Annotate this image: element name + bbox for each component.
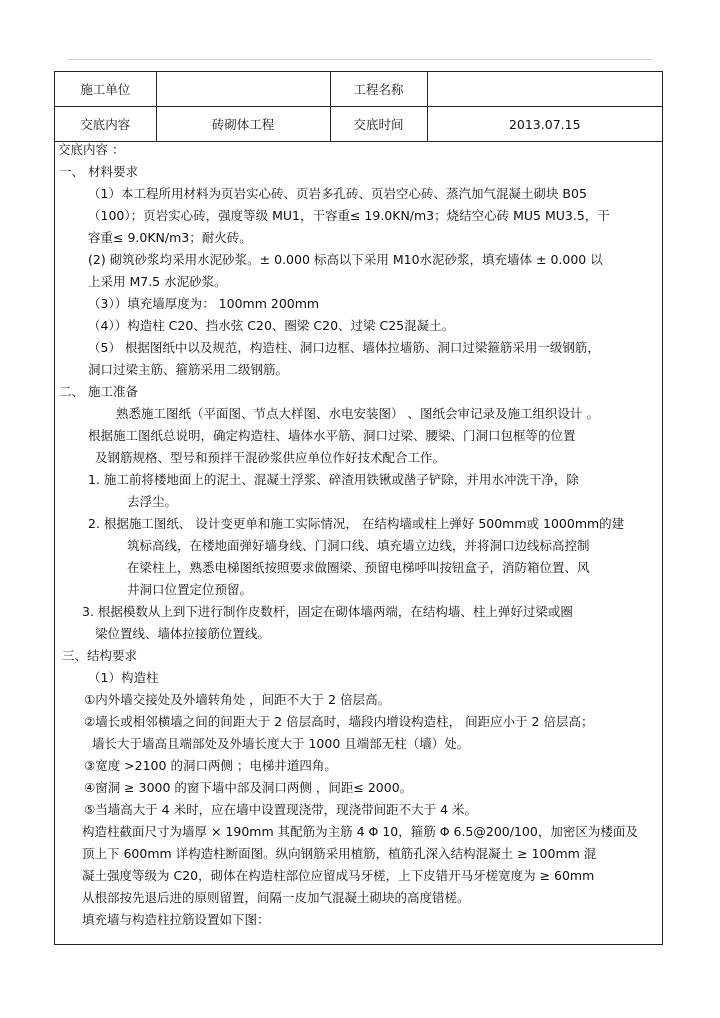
body-line: 熟悉施工图纸（平面图、节点大样图、水电安装图） 、图纸会审记录及施工组织设计 。 — [116, 406, 599, 421]
body-line: 洞口过梁主筋、箍筋采用二级钢筋。 — [88, 362, 289, 377]
body-line: 墙长大于墙高且端部处及外墙长度大于 1000 且端部无柱（墙）处。 — [92, 736, 470, 751]
body-line: 去浮尘。 — [127, 494, 178, 509]
body-line: 3. 根据模数从上到下进行制作皮数杆，固定在砌体墙两端，在结构墙、柱上弹好过梁或圈 — [82, 604, 573, 619]
header-table — [55, 72, 662, 142]
body-line: ③宽度 >2100 的洞口两侧 ；电梯井道四角。 — [84, 758, 337, 773]
time-value: 2013.07.15 — [427, 107, 662, 142]
body-line: 2. 根据施工图纸、 设计变更单和施工实际情况， 在结构墙或柱上弹好 500mm或 1000mm的建 — [88, 516, 625, 531]
unit-value — [156, 72, 330, 107]
body-line: 1. 施工前将楼地面上的泥土、混凝土浮浆、碎渣用铁锹或凿子铲除，并用水冲洗干净，除 — [88, 472, 579, 487]
content-label: 交底内容 — [55, 107, 156, 142]
body-line: （100）；页岩实心砖，强度等级 MU1，干容重≤ 19.0KN/m3；烧结空心砖 MU5 MU3.5，干 — [88, 208, 610, 223]
body-line: ②墙长或相邻横墙之间的间距大于 2 倍层高时，墙段内增设构造柱， 间距应小于 2 倍层高； — [84, 714, 594, 729]
section-heading: 一、 材料要求 — [59, 164, 138, 179]
body-line: 在梁柱上，熟悉电梯图纸按照要求做圈梁、预留电梯呼叫按钮盒子，消防箱位置、风 — [127, 560, 590, 575]
body-line: 容重≤ 9.0KN/m3；耐火砖。 — [88, 230, 252, 245]
body-line: （1）构造柱 — [88, 670, 159, 685]
header-row-1 — [55, 72, 662, 107]
body-line: （3））填充墙厚度为： 100mm 200mm — [88, 296, 320, 311]
body-line: 梁位置线、墙体拉接筋位置线。 — [95, 626, 271, 641]
body-line: （5） 根据图纸中以及规范，构造柱、洞口边框、墙体拉墙筋、洞口过梁箍筋采用一级钢筋， — [88, 340, 600, 355]
header-row-2 — [55, 107, 662, 142]
body-line: 填充墙与构造柱拉筋设置如下图： — [82, 912, 270, 927]
content-value: 砖砌体工程 — [156, 107, 330, 142]
body-line: 凝土强度等级为 C20，砌体在构造柱部位应留成马牙槎，上下皮错开马牙槎宽度为 ≥ 60mm — [82, 868, 595, 883]
section-heading: 二、 施工准备 — [59, 384, 138, 399]
body-line: 及钢筋规格、型号和预拌干混砂浆供应单位作好技术配合工作。 — [95, 450, 446, 465]
unit-label: 施工单位 — [55, 72, 156, 107]
body-line: 根据施工图纸总说明，确定构造柱、墙体水平筋、洞口过梁、腰梁、门洞口包框等的位置 — [88, 428, 576, 443]
page-header-rule — [68, 59, 652, 60]
body-line: 交底内容 ： — [58, 142, 125, 157]
body-line: （4））构造柱 C20、挡水弦 C20、圈梁 C20、过梁 C25混凝土。 — [88, 318, 455, 333]
body-line: 从根部按先退后进的原则留置，间隔一皮加气混凝土砌块的高度错槎。 — [82, 890, 470, 905]
body-line: (2) 砌筑砂浆均采用水泥砂浆。± 0.000 标高以下采用 M10水泥砂浆，填充墙体 ± 0.000 以 — [88, 252, 603, 267]
body-line: ①内外墙交接处及外墙转角处 ，间距不大于 2 倍层高。 — [84, 692, 391, 707]
time-label: 交底时间 — [330, 107, 427, 142]
body-line: 顶上下 600mm 详构造柱断面图。纵向钢筋采用植筋，植筋孔深入结构混凝土 ≥ 100mm 混 — [82, 846, 597, 861]
project-value — [427, 72, 662, 107]
section-heading: 三、结构要求 — [62, 648, 138, 663]
body-line: ⑤当墙高大于 4 米时，应在墙中设置现浇带，现浇带间距不大于 4 米。 — [84, 802, 478, 817]
disclosure-body — [55, 142, 662, 944]
disclosure-form — [54, 71, 663, 945]
body-line: （1）本工程所用材料为页岩实心砖、页岩多孔砖、页岩空心砖、蒸汽加气混凝土砌块 B05 — [88, 186, 587, 201]
body-line: 上采用 M7.5 水泥砂浆。 — [88, 274, 227, 289]
project-label: 工程名称 — [330, 72, 427, 107]
body-line: 井洞口位置定位预留。 — [127, 582, 253, 597]
body-line: 筑标高线，在楼地面弹好墙身线、门洞口线、填充墙立边线，并将洞口边线标高控制 — [127, 538, 590, 553]
body-line: ④窗洞 ≥ 3000 的窗下墙中部及洞口两侧 ，间距≤ 2000。 — [84, 780, 413, 795]
body-line: 构造柱截面尺寸为墙厚 × 190mm 其配筋为主筋 4 Φ 10，箍筋 Φ 6.5@200/100，加密区为楼面及 — [82, 824, 638, 839]
